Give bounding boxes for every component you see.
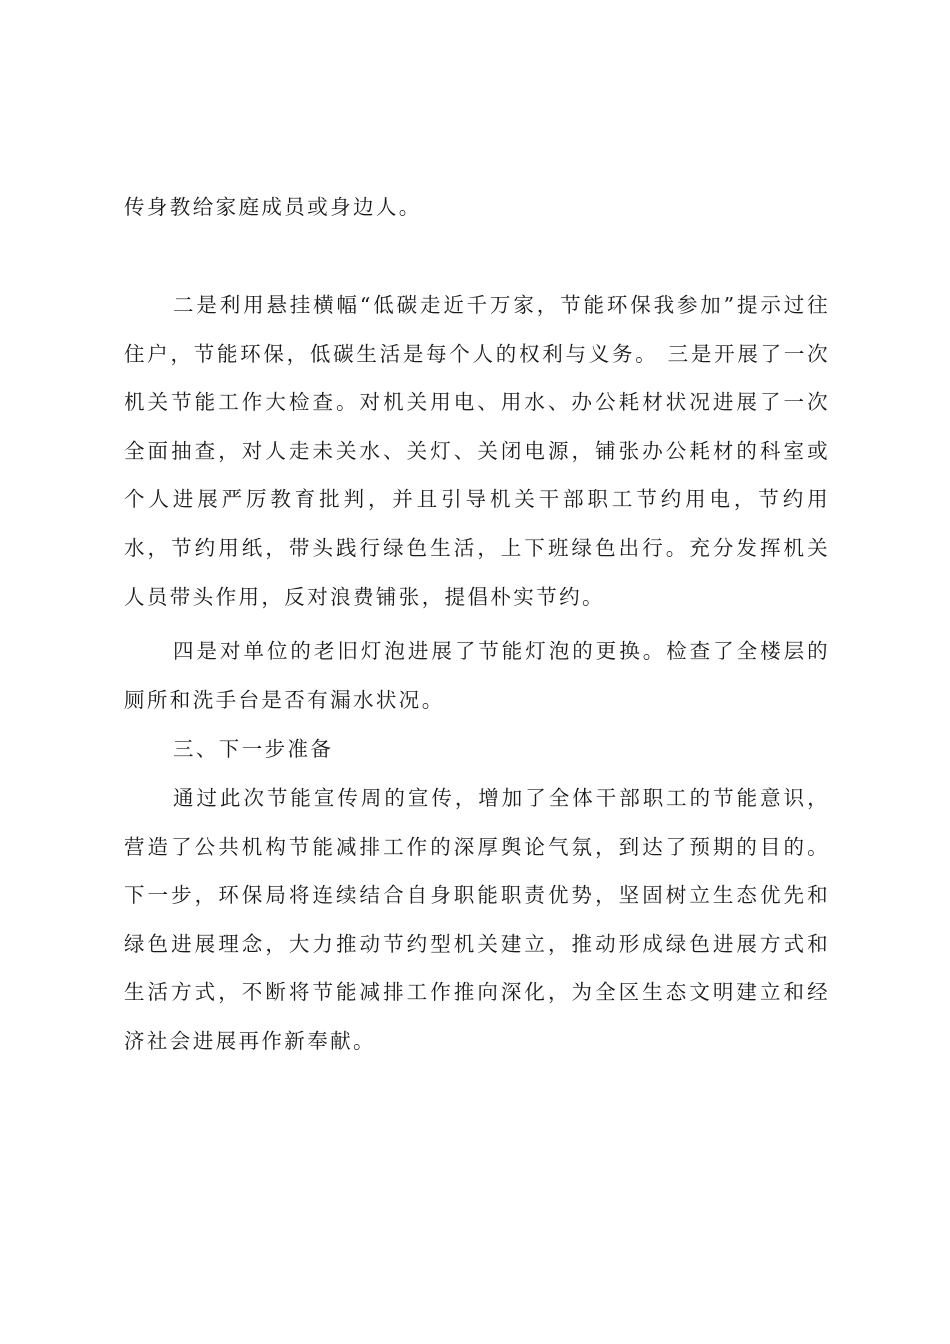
- paragraph-next-steps: 通过此次节能宣传周的宣传，增加了全体干部职工的节能意识，营造了公共机构节能减排工作的深厚舆论气氛，到达了预期的目的。下一步，环保局将连续结合自身职能职责优势，坚固树立生态优先和绿色进展理念，大力推动节约型机关建立，推动形成绿色进展方式和生活方式，不断将节能减排工作推向深化，为全区生态文明建立和经济社会进展再作新奉献。: [124, 786, 830, 1053]
- paragraph-lightbulb-replacement: 四是对单位的老旧灯泡进展了节能灯泡的更换。检查了全楼层的厕所和洗手台是否有漏水状况。: [124, 639, 830, 712]
- section-heading-next-steps: 三、下一步准备: [173, 737, 334, 761]
- paragraph-banner-and-inspection: 二是利用悬挂横幅“低碳走近千万家，节能环保我参加”提示过往住户，节能环保，低碳生活是每个人的权利与义务。 三是开展了一次机关节能工作大检查。对机关用电、用水、办公耗材状况进展了一次全面抽查，对人走未关水、关灯、关闭电源，铺张办公耗材的科室或个人进展严厉教育批判，并且引导机关干部职工节约用电，节约用水，节约用纸，带头践行绿色生活，上下班绿色出行。充分发挥机关人员带头作用，反对浪费铺张，提倡朴实节约。: [124, 293, 830, 609]
- paragraph-continuation: 传身教给家庭成员或身边人。: [124, 195, 422, 219]
